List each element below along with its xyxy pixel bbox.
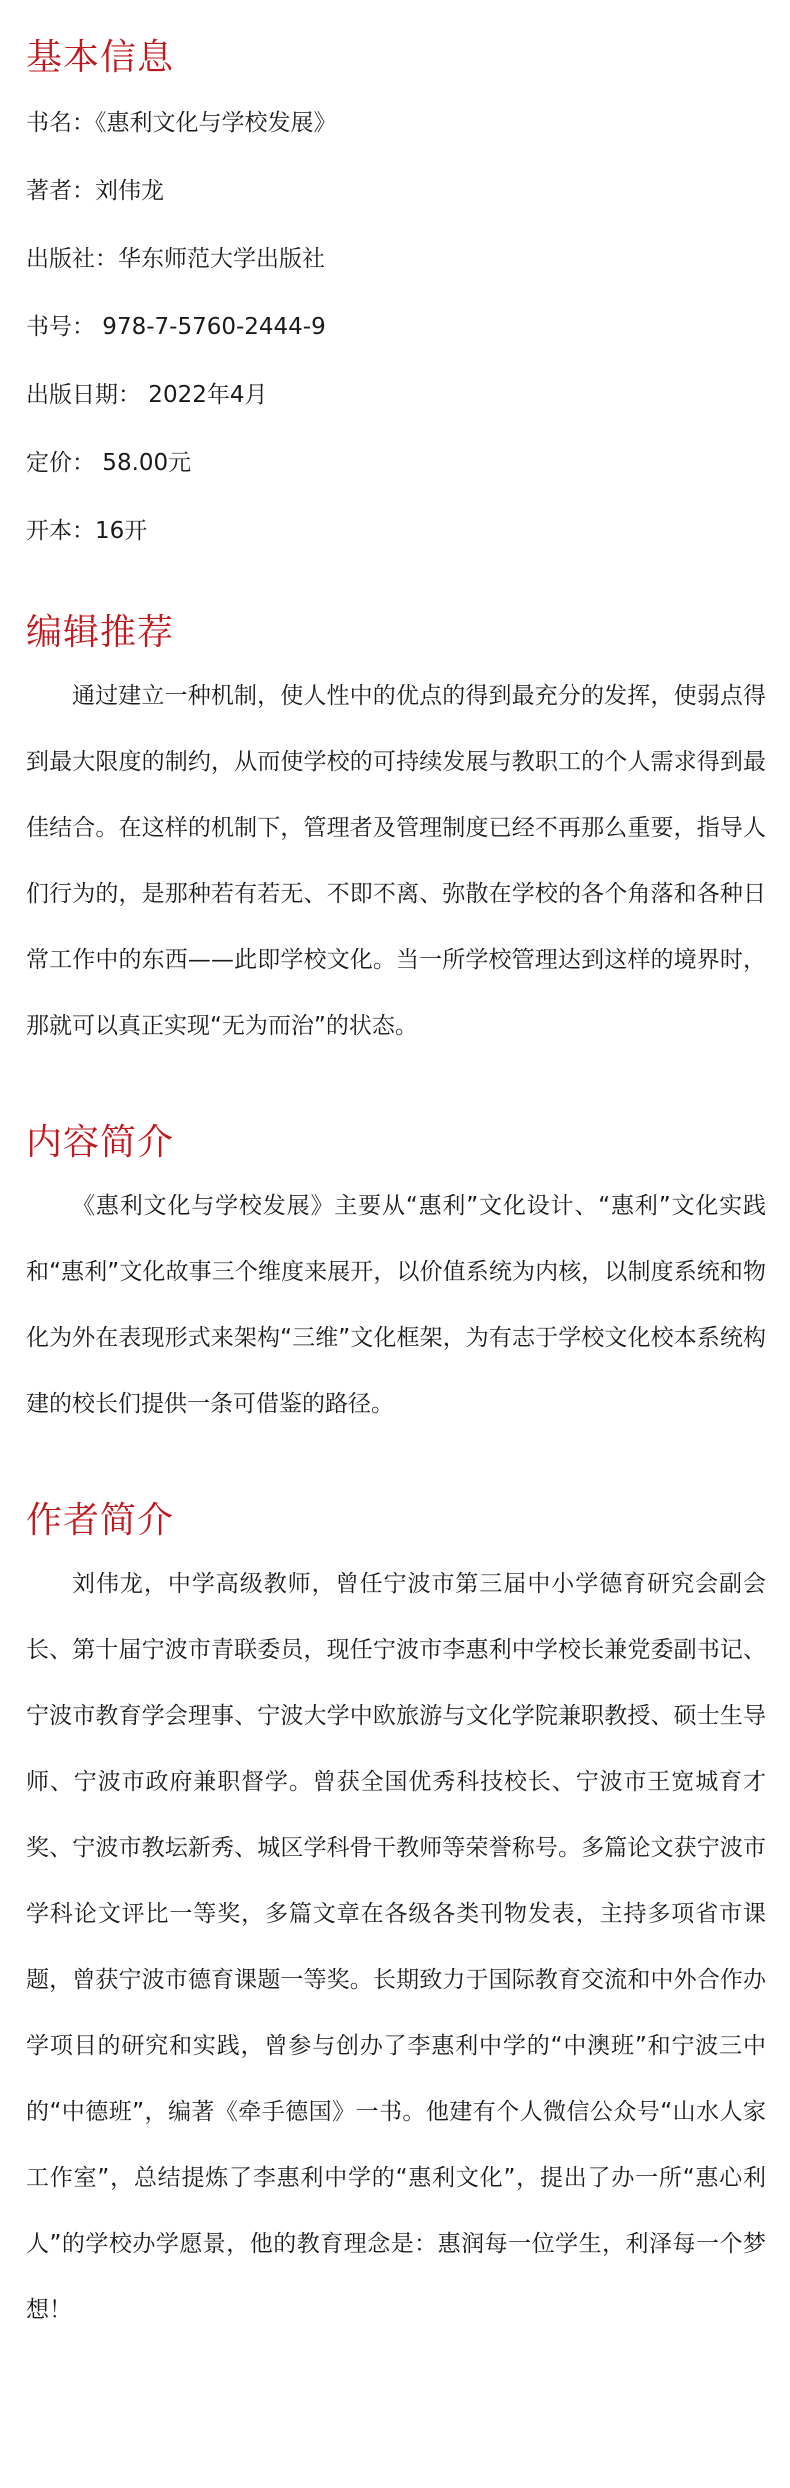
info-value: 2022年4月	[141, 382, 268, 408]
basic-info-section	[26, 0, 766, 547]
author-intro-heading: 作者简介	[26, 1500, 175, 1541]
info-row-format	[26, 516, 766, 547]
basic-info-heading: 基本信息	[26, 37, 175, 78]
info-row-publisher	[26, 244, 766, 275]
info-label: 定价：	[26, 450, 95, 476]
info-label: 书名：	[26, 110, 95, 136]
author-intro-section	[26, 1499, 766, 2343]
content-intro-heading: 内容简介	[26, 1122, 175, 1163]
info-value: 16开	[95, 518, 148, 544]
info-value: 58.00元	[95, 450, 192, 476]
info-row-author	[26, 176, 766, 207]
info-label: 书号：	[26, 314, 95, 340]
info-row-isbn	[26, 312, 766, 343]
basic-info-list	[26, 108, 766, 547]
info-row-title	[26, 108, 766, 139]
info-value: 《惠利文化与学校发展》	[95, 110, 337, 136]
content-intro-text: 《惠利文化与学校发展》主要从“惠利”文化设计、“惠利”文化实践和“惠利”文化故事三个维度来展开，以价值系统为内核，以制度系统和物化为外在表现形式来架构“三维”文化框架，为有志于学校文化校本系统构建的校长们提供一条可借鉴的路径。	[26, 1193, 766, 1417]
info-label: 著者：	[26, 178, 95, 204]
info-label: 出版日期：	[26, 382, 141, 408]
editor-recommendation-section	[26, 611, 766, 1059]
editor-recommendation-text: 通过建立一种机制，使人性中的优点的得到最充分的发挥，使弱点得到最大限度的制约，从而使学校的可持续发展与教职工的个人需求得到最佳结合。在这样的机制下，管理者及管理制度已经不再那么重要，指导人们行为的，是那种若有若无、不即不离、弥散在学校的各个角落和各种日常工作中的东西——此即学校文化。当一所学校管理达到这样的境界时，那就可以真正实现“无为而治”的状态。	[26, 683, 766, 1039]
info-value: 华东师范大学出版社	[118, 246, 325, 272]
editor-recommendation-heading: 编辑推荐	[26, 612, 175, 653]
info-value: 刘伟龙	[95, 178, 164, 204]
info-value: 978-7-5760-2444-9	[95, 314, 326, 340]
content-intro-section	[26, 1121, 766, 1437]
author-intro-text: 刘伟龙，中学高级教师，曾任宁波市第三届中小学德育研究会副会长、第十届宁波市青联委员，现任宁波市李惠利中学校长兼党委副书记、宁波市教育学会理事、宁波大学中欧旅游与文化学院兼职教授、硕士生导师、宁波市政府兼职督学。曾获全国优秀科技校长、宁波市王宽城育才奖、宁波市教坛新秀、城区学科骨干教师等荣誉称号。多篇论文获宁波市学科论文评比一等奖，多篇文章在各级各类刊物发表，主持多项省市课题，曾获宁波市德育课题一等奖。长期致力于国际教育交流和中外合作办学项目的研究和实践，曾参与创办了李惠利中学的“中澳班”和宁波三中的“中德班”，编著《牵手德国》一书。他建有个人微信公众号“山水人家工作室”，总结提炼了李惠利中学的“惠利文化”，提出了办一所“惠心利人”的学校办学愿景，他的教育理念是：惠润每一位学生，利泽每一个梦想！	[26, 1571, 766, 2323]
info-label: 出版社：	[26, 246, 118, 272]
info-label: 开本：	[26, 518, 95, 544]
info-row-price	[26, 448, 766, 479]
info-row-pub-date	[26, 380, 766, 411]
